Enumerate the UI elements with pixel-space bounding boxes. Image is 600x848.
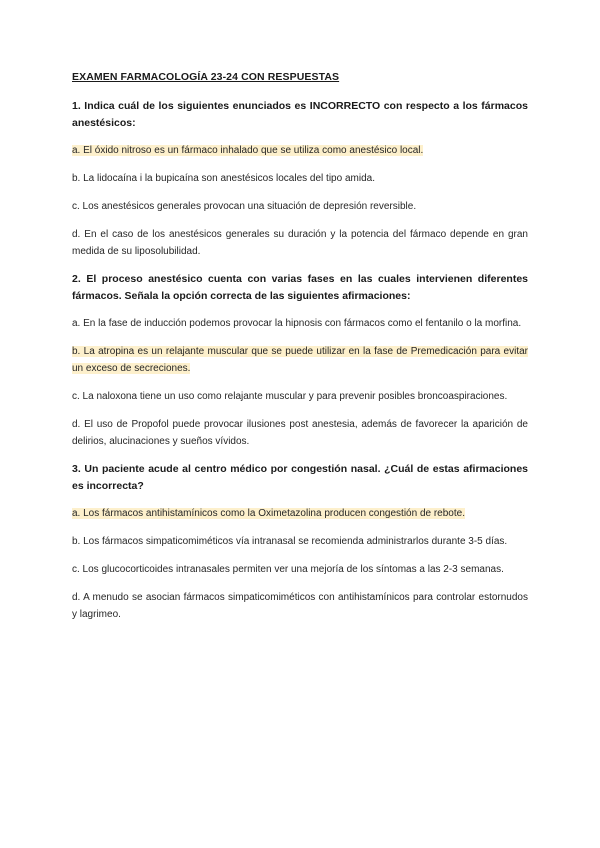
answer-option-d: d. El uso de Propofol puede provocar ilusiones post anestesia, además de favorecer la aparición de delirios, alucinaciones y sueños vívidos. bbox=[72, 419, 528, 447]
answer-option-d: d. A menudo se asocian fármacos simpaticomiméticos con antihistamínicos para controlar estornudos y lagrimeo. bbox=[72, 592, 528, 620]
correct-answer-highlight: a. Los fármacos antihistamínicos como la Oximetazolina producen congestión de rebote. bbox=[72, 508, 465, 519]
question-text: 3. Un paciente acude al centro médico por congestión nasal. ¿Cuál de estas afirmaciones es incorrecta? bbox=[72, 463, 528, 492]
question-1 bbox=[72, 98, 528, 260]
answer-option-d: d. En el caso de los anestésicos generales su duración y la potencia del fármaco depende en gran medida de su liposolubilidad. bbox=[72, 229, 528, 257]
question-text: 1. Indica cuál de los siguientes enunciados es INCORRECTO con respecto a los fármacos anestésicos: bbox=[72, 100, 528, 129]
answer-option-a bbox=[72, 505, 528, 522]
answer-option-b: b. La lidocaína i la bupicaína son anestésicos locales del tipo amida. bbox=[72, 173, 375, 184]
answer-option-c: c. Los anestésicos generales provocan una situación de depresión reversible. bbox=[72, 201, 417, 212]
answer-option-b: b. Los fármacos simpaticomiméticos vía intranasal se recomienda administrarlos durante 3-5 días. bbox=[72, 536, 508, 547]
question-3 bbox=[72, 461, 528, 623]
question-text: 2. El proceso anestésico cuenta con varias fases en las cuales intervienen diferentes fármacos. Señala la opción correcta de las siguientes afirmaciones: bbox=[72, 273, 528, 302]
answer-option-c: c. La naloxona tiene un uso como relajante muscular y para prevenir posibles broncoaspiraciones. bbox=[72, 391, 508, 402]
correct-answer-highlight: b. La atropina es un relajante muscular que se puede utilizar en la fase de Premedicación para evitar un exceso de secreciones. bbox=[72, 346, 528, 374]
answer-option-c: c. Los glucocorticoides intranasales permiten ver una mejoría de los síntomas a las 2-3 semanas. bbox=[72, 564, 504, 575]
document-body bbox=[72, 70, 528, 634]
answer-option-b bbox=[72, 343, 528, 377]
answer-option-a bbox=[72, 142, 528, 159]
correct-answer-highlight: a. El óxido nitroso es un fármaco inhalado que se utiliza como anestésico local. bbox=[72, 145, 424, 156]
document-title: EXAMEN FARMACOLOGÍA 23-24 CON RESPUESTAS bbox=[72, 71, 340, 83]
answer-option-a: a. En la fase de inducción podemos provocar la hipnosis con fármacos como el fentanilo o la morfina. bbox=[72, 318, 522, 329]
question-2 bbox=[72, 271, 528, 450]
